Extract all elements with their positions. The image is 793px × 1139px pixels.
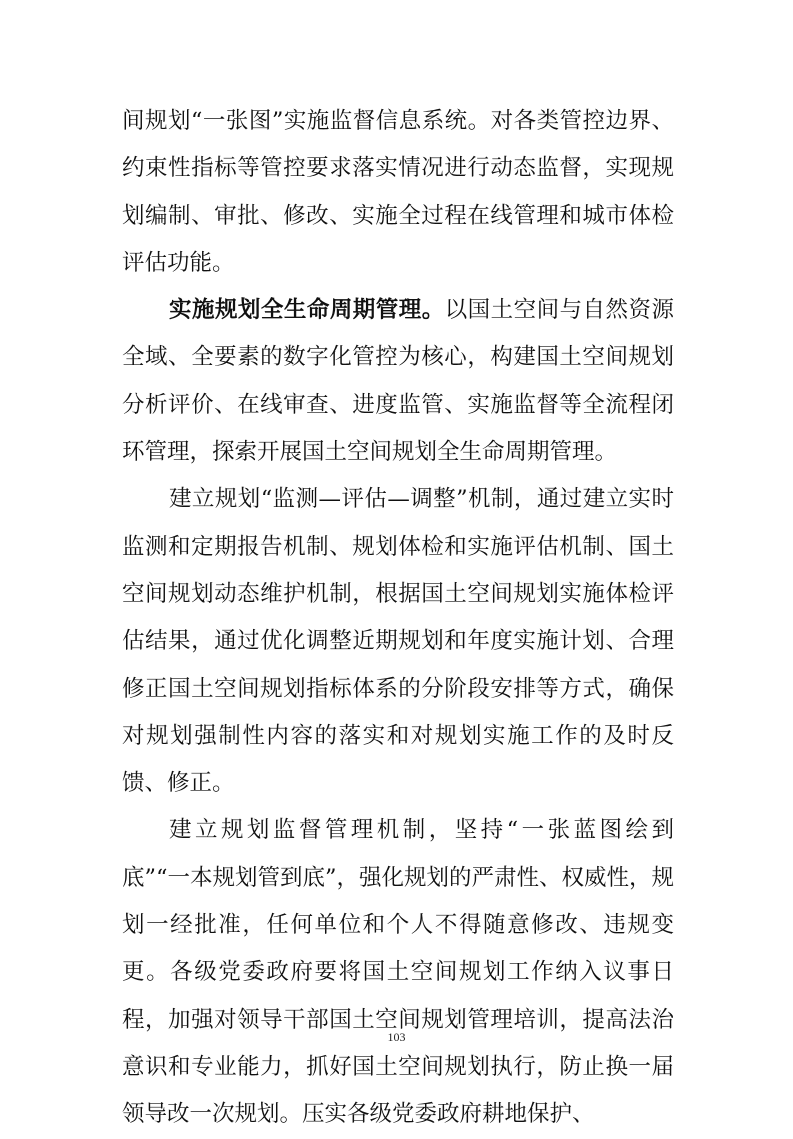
- paragraph-text: 建立规划“监测—评估—调整”机制，通过建立实时监测和定期报告机制、规划体检和实施评估机制、国土空间规划动态维护机制，根据国土空间规划实施体检评估结果，通过优化调整近期规划和年度实施计划、合理修正国土空间规划指标体系的分阶段安排等方式，确保对规划强制性内容的落实和对规划实施工作的及时反馈、修正。: [122, 486, 674, 797]
- paragraph-text: 建立规划监督管理机制，坚持“一张蓝图绘到底”“一本规划管到底”，强化规划的严肃性、权威性，规划一经批准，任何单位和个人不得随意修改、违规变更。各级党委政府要将国土空间规划工作纳入议事日程，加强对领导干部国土空间规划管理培训，提高法治意识和专业能力，抓好国土空间规划执行，防止换一届领导改一次规划。压实各级党委政府耕地保护、: [122, 817, 675, 1128]
- paragraph-lead-heading: 实施规划全生命周期管理。: [169, 297, 445, 324]
- paragraph-continued: [122, 98, 674, 287]
- page-number: 103: [387, 1030, 406, 1044]
- paragraph-text: 间规划“一张图”实施监督信息系统。对各类管控边界、约束性指标等管控要求落实情况进行动态监督，实现规划编制、审批、修改、实施全过程在线管理和城市体检评估功能。: [122, 108, 674, 276]
- paragraph-lifecycle-management: [122, 287, 674, 476]
- paragraph-supervision-mechanism: [122, 807, 674, 1138]
- paragraph-text: 以国土空间与自然资源全域、全要素的数字化管控为核心，构建国土空间规划分析评价、在线审查、进度监管、实施监督等全流程闭环管理，探索开展国土空间规划全生命周期管理。: [122, 297, 674, 466]
- paragraph-monitoring-mechanism: [122, 476, 674, 807]
- document-body: [122, 98, 674, 1139]
